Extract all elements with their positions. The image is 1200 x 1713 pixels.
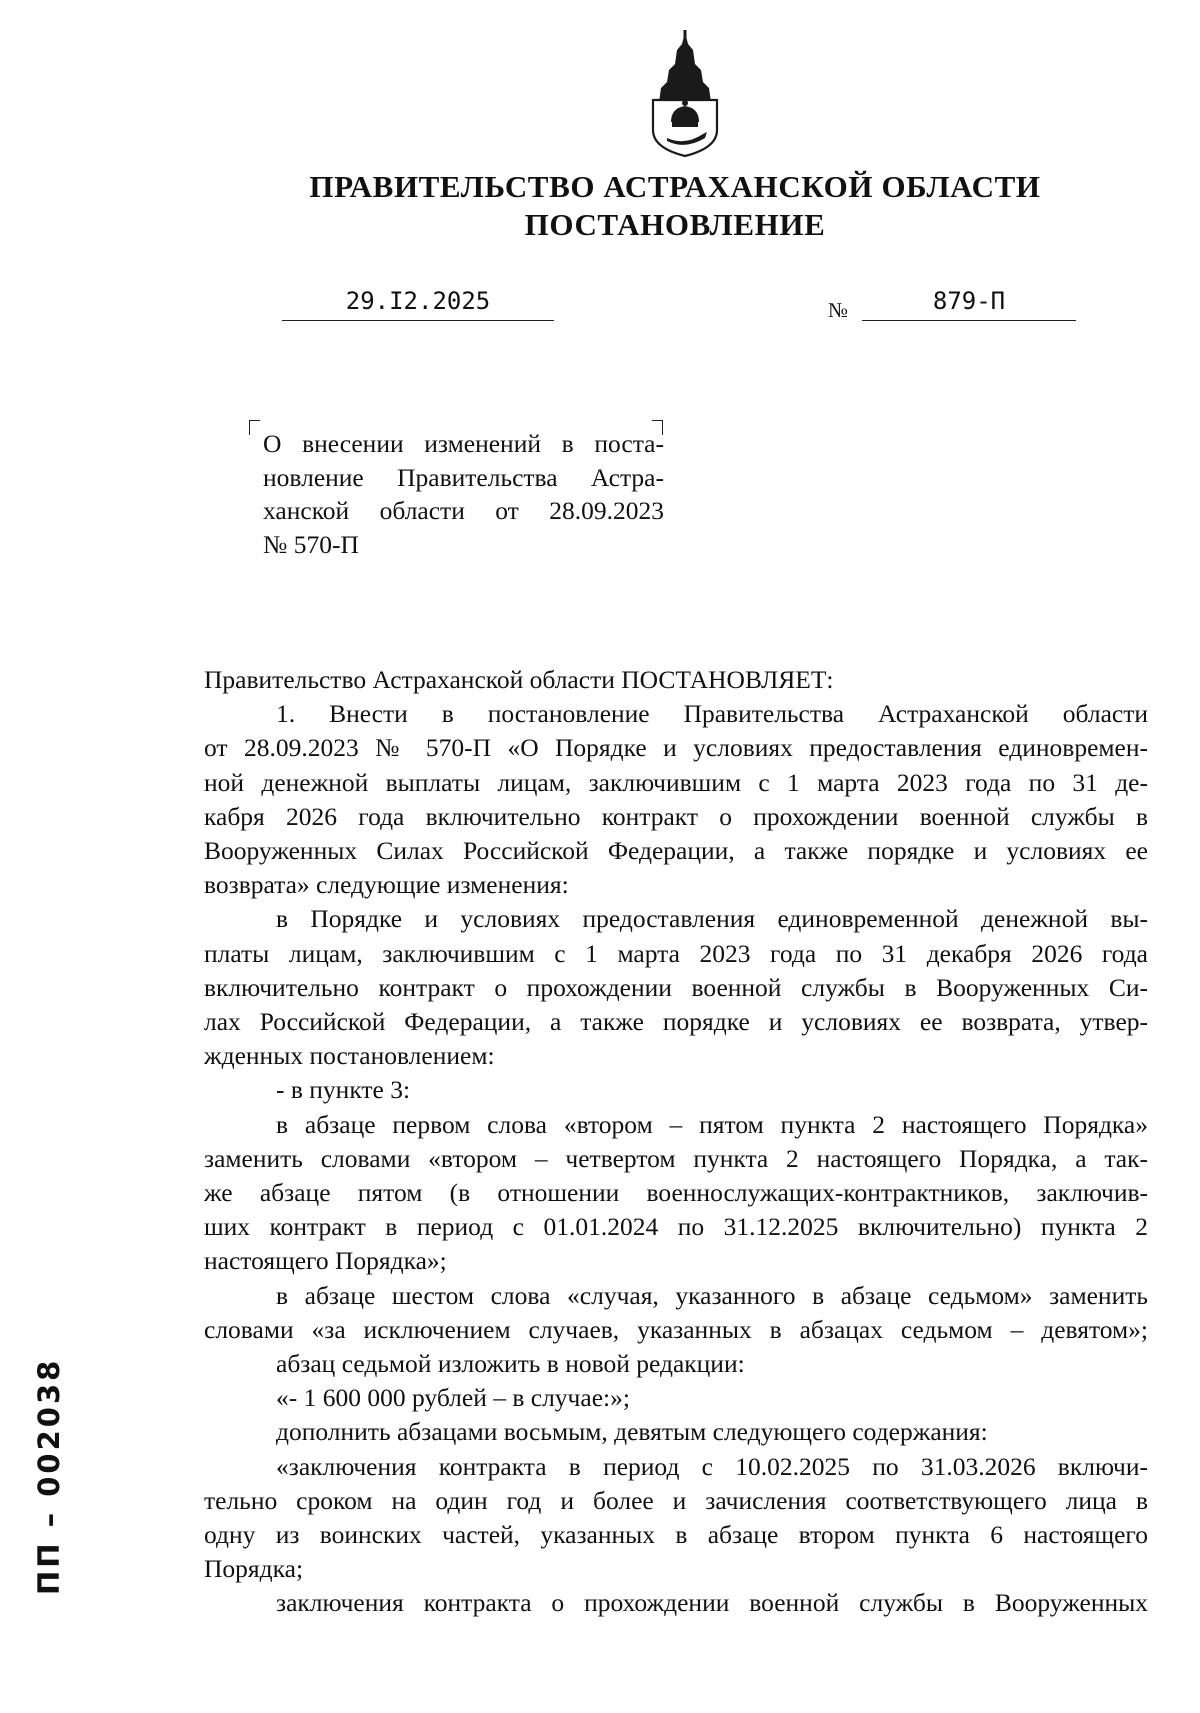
body-line: одну из воинских частей, указанных в абзаце втором пункта 6 настоящего xyxy=(204,1520,1148,1550)
number-sign: № xyxy=(828,298,849,322)
body-line: «заключения контракта в период с 10.02.2025 по 31.03.2026 включи- xyxy=(276,1451,1148,1481)
subject-bracket-left xyxy=(249,420,260,435)
body-line: ших контракт в период с 01.01.2024 по 31.12.2025 включительно) пункта 2 xyxy=(204,1212,1148,1242)
body-line: в абзаце шестом слова «случая, указанного в абзаце седьмом» заменить xyxy=(276,1280,1148,1310)
serial-number-stamp: ПП – 002038 xyxy=(32,1357,66,1595)
body-line: 1. Внести в постановление Правительства Астраханской области xyxy=(276,699,1148,729)
subject-line: ханской области от 28.09.2023 xyxy=(263,496,664,525)
body-line: тельно сроком на один год и более и зачисления соответствующего лица в xyxy=(204,1485,1148,1515)
document-number: 879-П xyxy=(862,286,1076,321)
body-line: включительно контракт о прохождении военной службы в Вооруженных Си- xyxy=(204,972,1148,1002)
document-subject xyxy=(263,427,664,561)
body-line: Порядка; xyxy=(204,1554,304,1584)
body-line: настоящего Порядка»; xyxy=(204,1246,447,1276)
subject-line: № 570-П xyxy=(263,529,359,559)
body-line: жденных постановлением: xyxy=(204,1041,495,1071)
body-line: лах Российской Федерации, а также порядке и условиях ее возврата, утвер- xyxy=(204,1007,1148,1037)
body-line: абзац седьмой изложить в новой редакции: xyxy=(276,1349,745,1379)
body-line: в Порядке и условиях предоставления единовременной денежной вы- xyxy=(276,904,1148,934)
body-line: возврата» следующие изменения: xyxy=(204,870,569,900)
body-line: заменить словами «втором – четвертом пункта 2 настоящего Порядка, а так- xyxy=(204,1143,1148,1173)
body-line: заключения контракта о прохождении военной службы в Вооруженных xyxy=(276,1588,1148,1618)
body-line: - в пункте 3: xyxy=(276,1075,411,1105)
body-line: кабря 2026 года включительно контракт о прохождении военной службы в xyxy=(204,801,1148,831)
astrakhan-coat-of-arms-icon xyxy=(645,30,725,160)
body-line: словами «за исключением случаев, указанных в абзацах седьмом – девятом»; xyxy=(204,1314,1148,1344)
document-body xyxy=(204,663,1148,1621)
body-line: Правительство Астраханской области ПОСТАНОВЛЯЕТ: xyxy=(204,665,834,694)
subject-line: новление Правительства Астра- xyxy=(263,462,664,492)
body-line: «- 1 600 000 рублей – в случае:»; xyxy=(276,1383,630,1413)
government-title: ПРАВИТЕЛЬСТВО АСТРАХАНСКОЙ ОБЛАСТИ xyxy=(309,169,1041,204)
body-line: дополнить абзацами восьмым, девятым следующего содержания: xyxy=(276,1417,988,1447)
document-type: ПОСТАНОВЛЕНИЕ xyxy=(524,207,826,242)
subject-line: О внесении изменений в поста- xyxy=(263,429,664,458)
document-date: 29.I2.2025 xyxy=(282,286,554,321)
body-line: в абзаце первом слова «втором – пятом пункта 2 настоящего Порядка» xyxy=(276,1109,1148,1139)
body-line: ной денежной выплаты лицам, заключившим с 1 марта 2023 года по 31 де- xyxy=(204,767,1148,797)
body-line: платы лицам, заключившим с 1 марта 2023 года по 31 декабря 2026 года xyxy=(204,938,1148,968)
body-line: Вооруженных Силах Российской Федерации, а также порядке и условиях ее xyxy=(204,836,1148,866)
body-line: от 28.09.2023 № 570-П «О Порядке и условиях предоставления единовремен- xyxy=(204,733,1148,763)
body-line: же абзаце пятом (в отношении военнослужащих-контрактников, заключив- xyxy=(204,1178,1148,1208)
